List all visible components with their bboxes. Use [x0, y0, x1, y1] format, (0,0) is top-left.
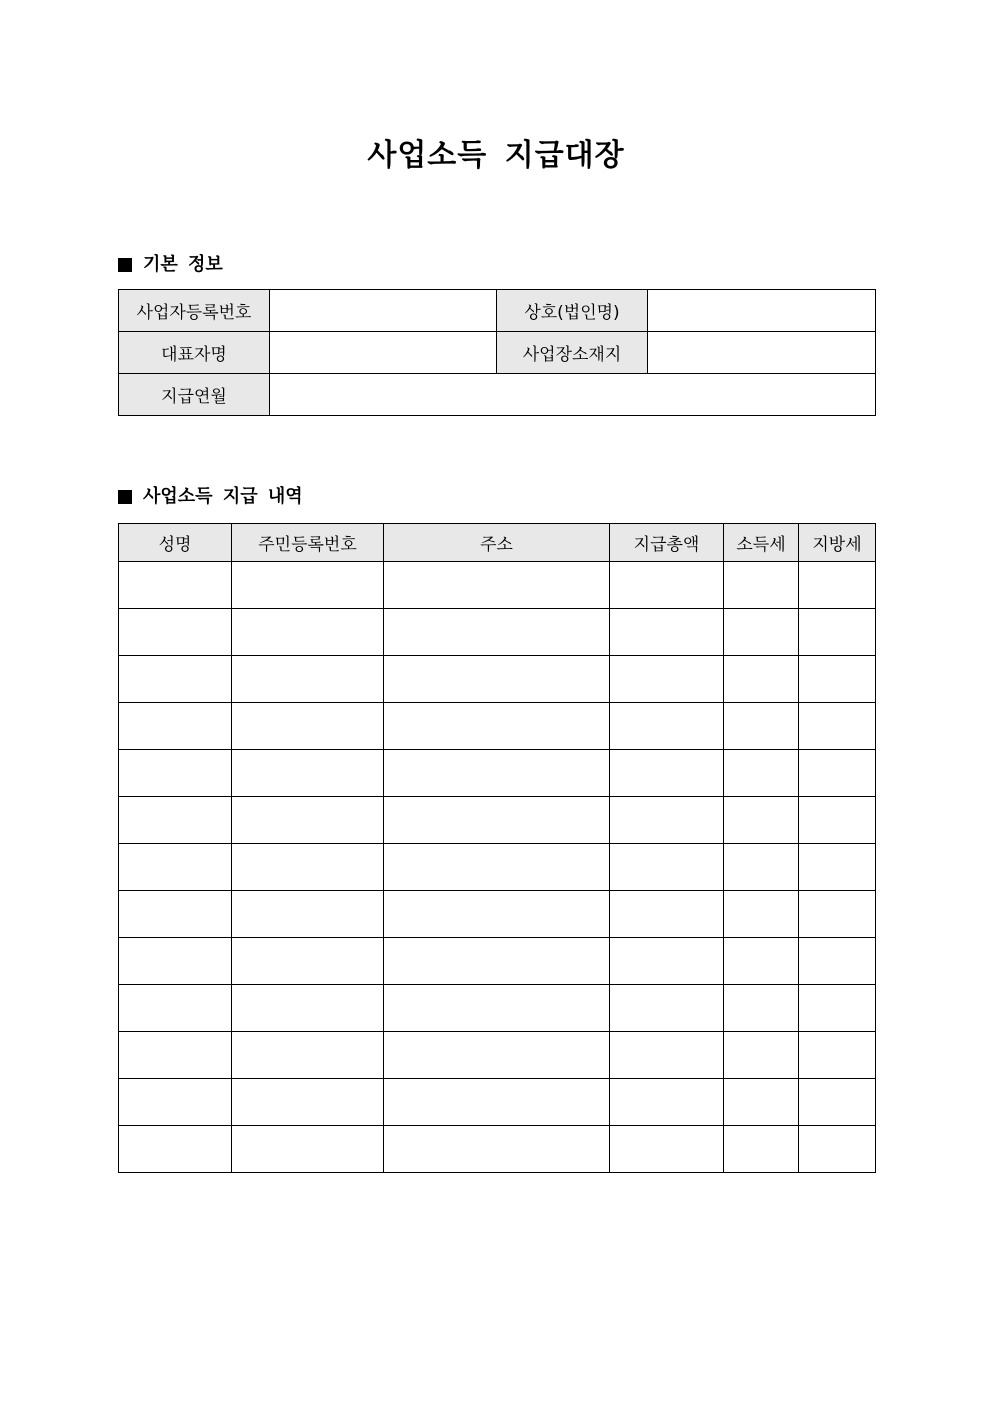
- cell-income-tax[interactable]: [724, 656, 799, 703]
- cell-name[interactable]: [119, 985, 232, 1032]
- cell-local-tax[interactable]: [799, 891, 876, 938]
- cell-resident-reg-no[interactable]: [232, 1126, 384, 1173]
- representative-label: 대표자명: [119, 332, 270, 374]
- basic-info-table: [118, 289, 876, 416]
- payment-details-heading-text: 사업소득 지급 내역: [143, 486, 303, 507]
- column-header-address: 주소: [384, 524, 610, 562]
- table-row: [119, 938, 876, 985]
- cell-resident-reg-no[interactable]: [232, 656, 384, 703]
- table-row: [119, 703, 876, 750]
- cell-address[interactable]: [384, 1079, 610, 1126]
- cell-local-tax[interactable]: [799, 985, 876, 1032]
- cell-address[interactable]: [384, 656, 610, 703]
- cell-resident-reg-no[interactable]: [232, 562, 384, 609]
- table-row: [119, 656, 876, 703]
- cell-name[interactable]: [119, 797, 232, 844]
- cell-name[interactable]: [119, 891, 232, 938]
- cell-name[interactable]: [119, 1032, 232, 1079]
- cell-income-tax[interactable]: [724, 562, 799, 609]
- company-name-field[interactable]: [648, 290, 876, 332]
- table-header-row: [119, 524, 876, 562]
- cell-resident-reg-no[interactable]: [232, 703, 384, 750]
- cell-total-payment[interactable]: [610, 703, 724, 750]
- cell-address[interactable]: [384, 844, 610, 891]
- cell-address[interactable]: [384, 891, 610, 938]
- cell-resident-reg-no[interactable]: [232, 1032, 384, 1079]
- cell-address[interactable]: [384, 985, 610, 1032]
- cell-address[interactable]: [384, 938, 610, 985]
- cell-resident-reg-no[interactable]: [232, 750, 384, 797]
- cell-total-payment[interactable]: [610, 1032, 724, 1079]
- table-row: [119, 1126, 876, 1173]
- cell-total-payment[interactable]: [610, 797, 724, 844]
- cell-resident-reg-no[interactable]: [232, 938, 384, 985]
- payment-details-heading: [118, 484, 303, 510]
- representative-field[interactable]: [270, 332, 497, 374]
- basic-info-row: [119, 374, 876, 416]
- cell-local-tax[interactable]: [799, 703, 876, 750]
- cell-total-payment[interactable]: [610, 844, 724, 891]
- cell-address[interactable]: [384, 562, 610, 609]
- basic-info-heading: [118, 252, 223, 278]
- table-row: [119, 562, 876, 609]
- cell-local-tax[interactable]: [799, 656, 876, 703]
- cell-local-tax[interactable]: [799, 844, 876, 891]
- cell-local-tax[interactable]: [799, 938, 876, 985]
- cell-local-tax[interactable]: [799, 797, 876, 844]
- cell-local-tax[interactable]: [799, 1032, 876, 1079]
- cell-income-tax[interactable]: [724, 1079, 799, 1126]
- cell-income-tax[interactable]: [724, 844, 799, 891]
- table-row: [119, 844, 876, 891]
- cell-income-tax[interactable]: [724, 609, 799, 656]
- basic-info-heading-text: 기본 정보: [143, 254, 223, 275]
- cell-total-payment[interactable]: [610, 938, 724, 985]
- payment-month-label: 지급연월: [119, 374, 270, 416]
- cell-name[interactable]: [119, 844, 232, 891]
- cell-total-payment[interactable]: [610, 1079, 724, 1126]
- cell-address[interactable]: [384, 750, 610, 797]
- table-row: [119, 750, 876, 797]
- cell-local-tax[interactable]: [799, 1126, 876, 1173]
- cell-address[interactable]: [384, 1032, 610, 1079]
- cell-resident-reg-no[interactable]: [232, 609, 384, 656]
- table-row: [119, 1079, 876, 1126]
- cell-income-tax[interactable]: [724, 938, 799, 985]
- column-header-total-payment: 지급총액: [610, 524, 724, 562]
- cell-name[interactable]: [119, 562, 232, 609]
- column-header-name: 성명: [119, 524, 232, 562]
- cell-name[interactable]: [119, 1126, 232, 1173]
- cell-local-tax[interactable]: [799, 1079, 876, 1126]
- cell-address[interactable]: [384, 1126, 610, 1173]
- cell-income-tax[interactable]: [724, 797, 799, 844]
- business-reg-no-field[interactable]: [270, 290, 497, 332]
- business-address-field[interactable]: [648, 332, 876, 374]
- cell-address[interactable]: [384, 703, 610, 750]
- basic-info-row: [119, 290, 876, 332]
- cell-income-tax[interactable]: [724, 891, 799, 938]
- table-row: [119, 1032, 876, 1079]
- cell-resident-reg-no[interactable]: [232, 797, 384, 844]
- cell-address[interactable]: [384, 609, 610, 656]
- cell-name[interactable]: [119, 938, 232, 985]
- cell-name[interactable]: [119, 609, 232, 656]
- table-row: [119, 609, 876, 656]
- cell-resident-reg-no[interactable]: [232, 1079, 384, 1126]
- basic-info-row: [119, 332, 876, 374]
- column-header-income-tax: 소득세: [724, 524, 799, 562]
- black-square-icon: [118, 258, 132, 272]
- black-square-icon: [118, 490, 132, 504]
- payment-month-field[interactable]: [270, 374, 876, 416]
- page-title: 사업소득 지급대장: [367, 138, 625, 173]
- cell-income-tax[interactable]: [724, 750, 799, 797]
- cell-income-tax[interactable]: [724, 703, 799, 750]
- cell-total-payment[interactable]: [610, 609, 724, 656]
- column-header-local-tax: 지방세: [799, 524, 876, 562]
- business-reg-no-label: 사업자등록번호: [119, 290, 270, 332]
- business-address-label: 사업장소재지: [497, 332, 648, 374]
- company-name-label: 상호(법인명): [497, 290, 648, 332]
- cell-total-payment[interactable]: [610, 656, 724, 703]
- table-row: [119, 797, 876, 844]
- cell-income-tax[interactable]: [724, 1126, 799, 1173]
- payment-details-table: [118, 523, 876, 1173]
- table-row: [119, 985, 876, 1032]
- cell-name[interactable]: [119, 656, 232, 703]
- column-header-resident-reg-no: 주민등록번호: [232, 524, 384, 562]
- cell-resident-reg-no[interactable]: [232, 985, 384, 1032]
- cell-total-payment[interactable]: [610, 985, 724, 1032]
- table-row: [119, 891, 876, 938]
- cell-total-payment[interactable]: [610, 891, 724, 938]
- cell-name[interactable]: [119, 1079, 232, 1126]
- cell-income-tax[interactable]: [724, 985, 799, 1032]
- cell-name[interactable]: [119, 750, 232, 797]
- cell-total-payment[interactable]: [610, 1126, 724, 1173]
- cell-name[interactable]: [119, 703, 232, 750]
- cell-resident-reg-no[interactable]: [232, 844, 384, 891]
- cell-local-tax[interactable]: [799, 750, 876, 797]
- cell-local-tax[interactable]: [799, 562, 876, 609]
- cell-income-tax[interactable]: [724, 1032, 799, 1079]
- cell-total-payment[interactable]: [610, 562, 724, 609]
- cell-resident-reg-no[interactable]: [232, 891, 384, 938]
- cell-total-payment[interactable]: [610, 750, 724, 797]
- cell-address[interactable]: [384, 797, 610, 844]
- cell-local-tax[interactable]: [799, 609, 876, 656]
